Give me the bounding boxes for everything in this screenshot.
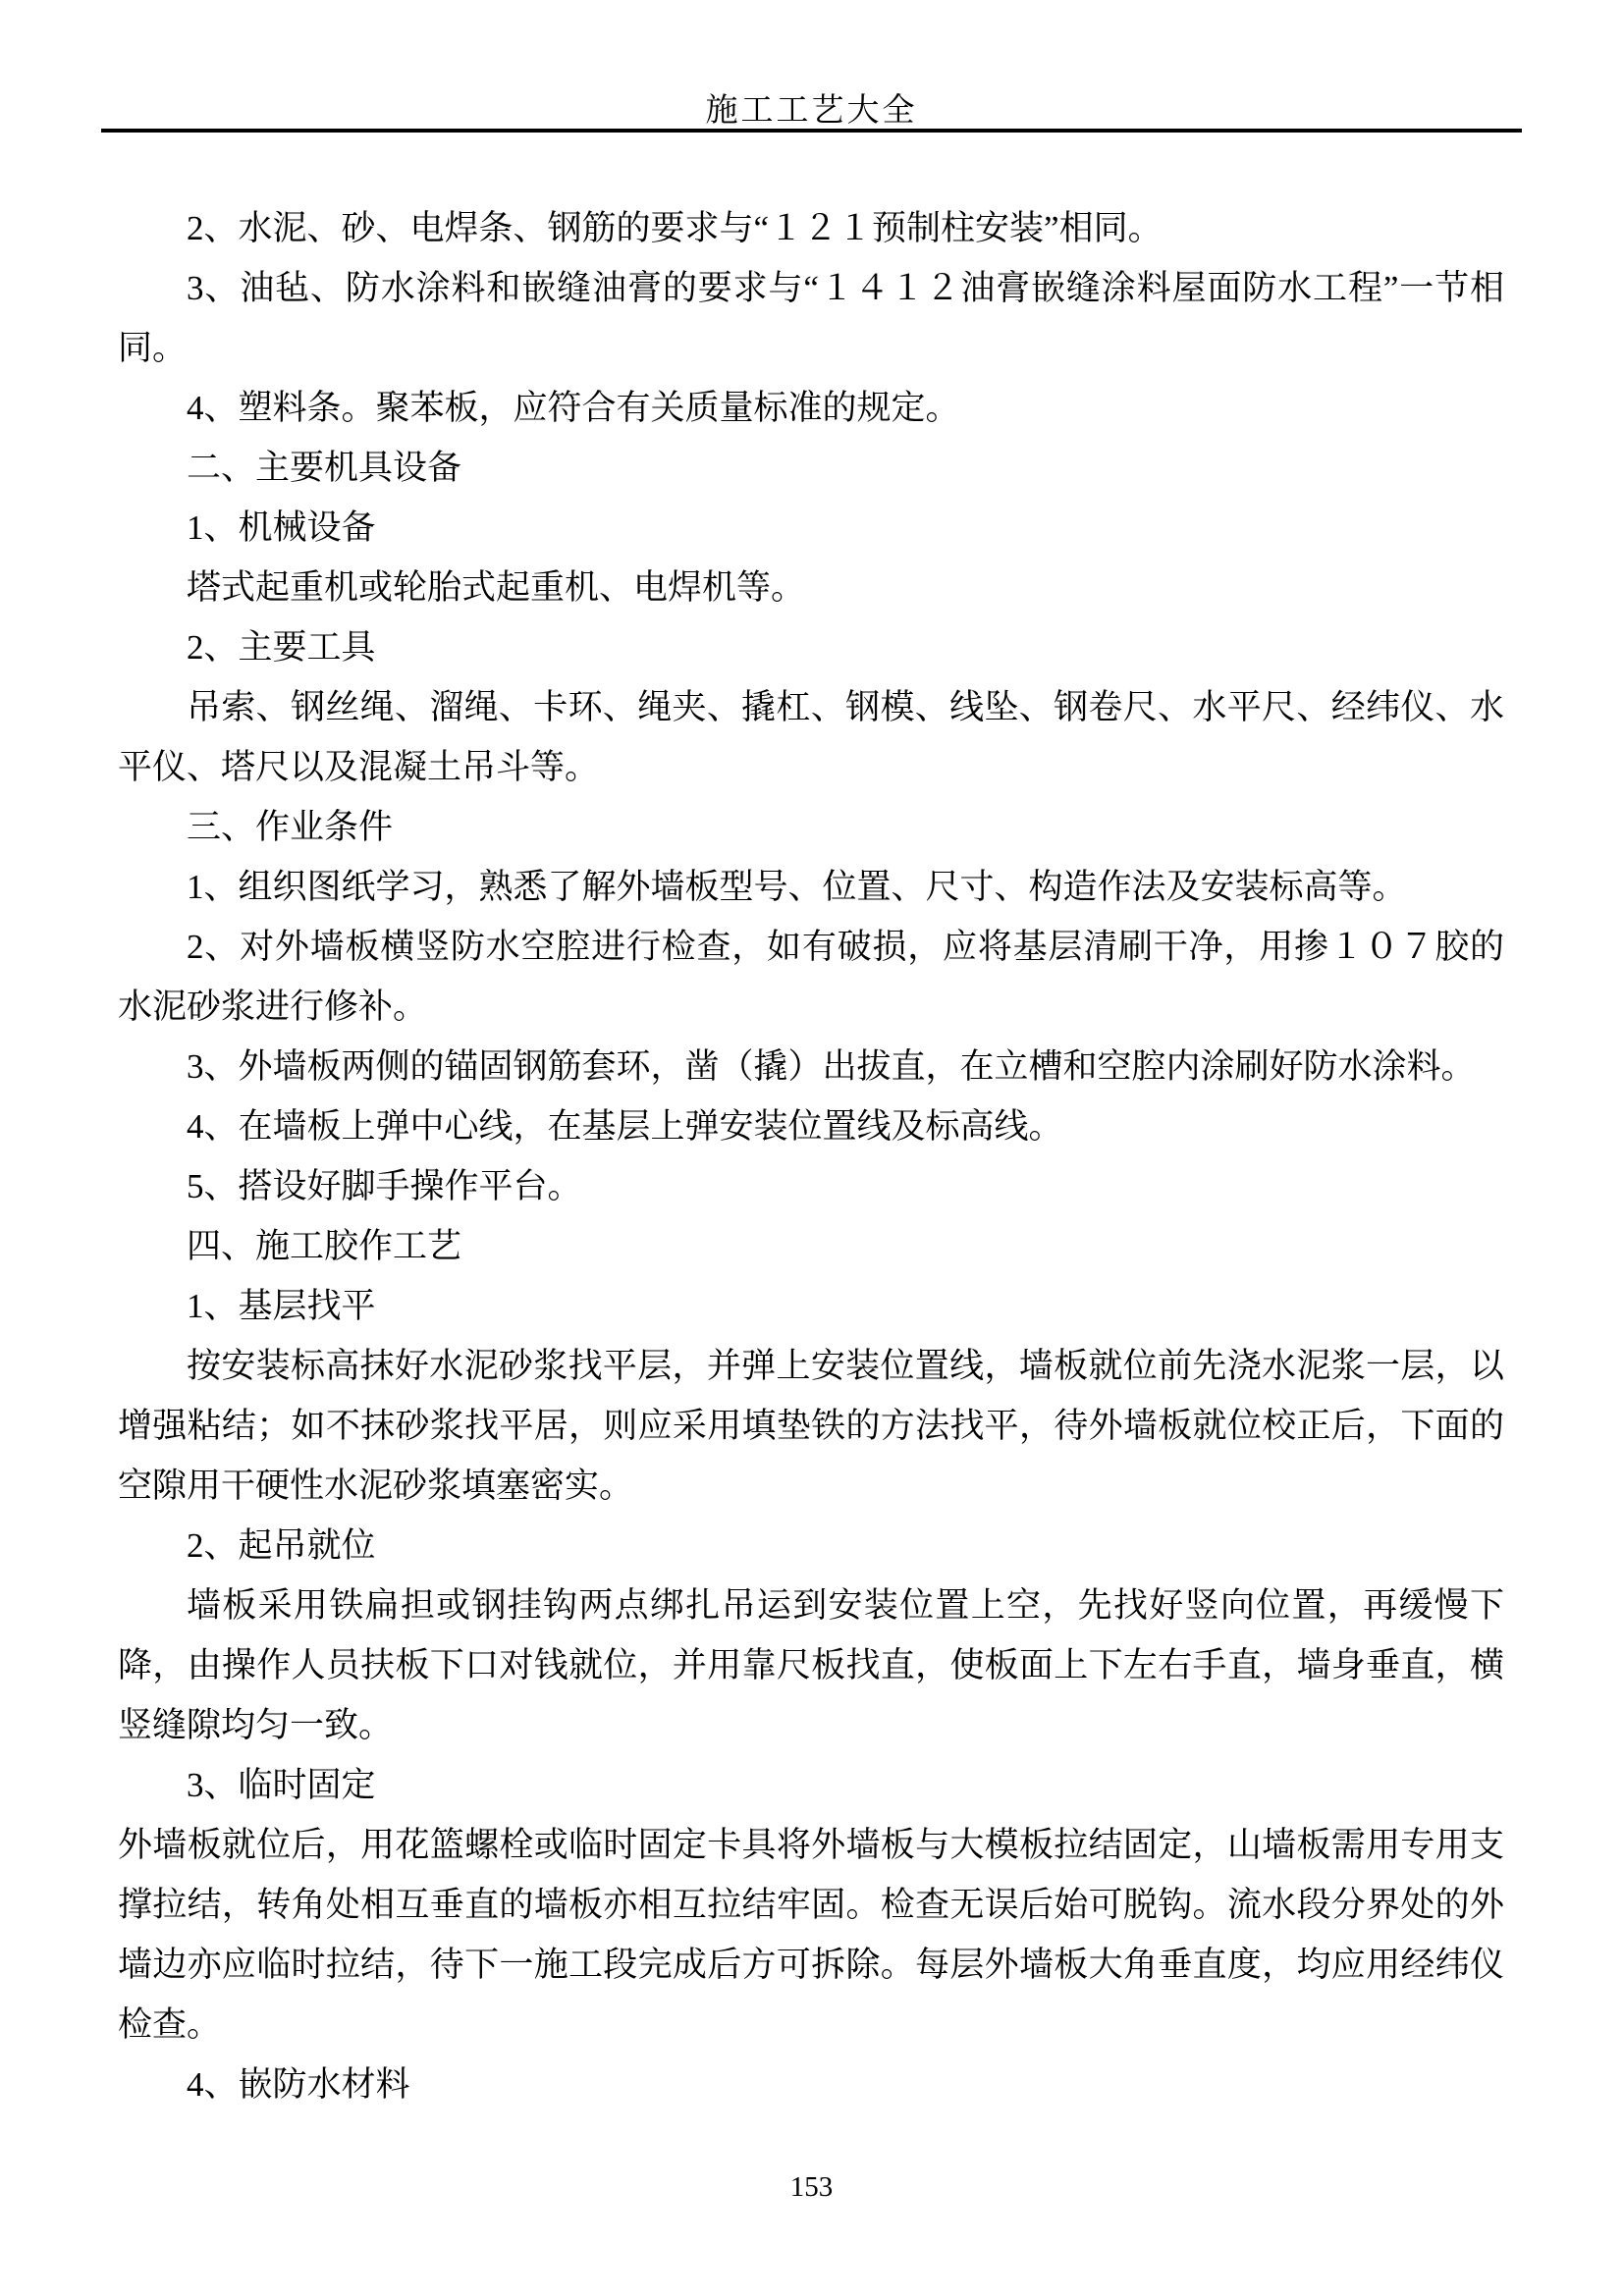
- paragraph: 5、搭设好脚手操作平台。: [187, 1167, 582, 1205]
- paragraph: 二、主要机具设备: [187, 449, 462, 487]
- paragraph: 2、起吊就位: [187, 1526, 376, 1565]
- document-body: [118, 198, 1504, 2114]
- paragraph: 4、在墙板上弹中心线，在基层上弹安装位置线及标高线。: [187, 1107, 1063, 1146]
- paragraph: 2、主要工具: [187, 628, 376, 667]
- paragraph: 3、外墙板两侧的锚固钢筋套环，凿（撬）出拔直，在立槽和空腔内涂刷好防水涂料。: [187, 1047, 1476, 1086]
- paragraph: 4、嵌防水材料: [187, 2065, 410, 2104]
- paragraph: 塔式起重机或轮胎式起重机、电焊机等。: [187, 568, 806, 607]
- header-rule: [101, 129, 1522, 133]
- paragraph: 四、施工胶作工艺: [187, 1227, 462, 1265]
- page-header-title: 施工工艺大全: [705, 93, 918, 129]
- paragraph: 三、作业条件: [187, 808, 394, 846]
- paragraph: 3、临时固定: [187, 1766, 376, 1804]
- paragraph: 1、机械设备: [187, 508, 376, 547]
- paragraph: 2、对外墙板横竖防水空腔进行检查，如有破损，应将基层清刷干净，用掺１０７胶的水泥砂浆进行修补。: [118, 928, 1504, 1026]
- paragraph: 墙板采用铁扁担或钢挂钩两点绑扎吊运到安装位置上空，先找好竖向位置，再缓慢下降，由操作人员扶板下口对钱就位，并用靠尺板找直，使板面上下左右手直，墙身垂直，横竖缝隙均匀一致。: [118, 1586, 1504, 1744]
- paragraph: 吊索、钢丝绳、溜绳、卡环、绳夹、撬杠、钢模、线坠、钢卷尺、水平尺、经纬仪、水平仪、塔尺以及混凝土吊斗等。: [118, 688, 1504, 786]
- paragraph: 1、组织图纸学习，熟悉了解外墙板型号、位置、尺寸、构造作法及安装标高等。: [187, 868, 1407, 906]
- paragraph: 按安装标高抹好水泥砂浆找平层，并弹上安装位置线，墙板就位前先浇水泥浆一层，以增强粘结；如不抹砂浆找平居，则应采用填垫铁的方法找平，待外墙板就位校正后，下面的空隙用干硬性水泥砂浆填塞密实。: [118, 1347, 1504, 1505]
- paragraph: 3、油毡、防水涂料和嵌缝油膏的要求与“１４１２油膏嵌缝涂料屋面防水工程”一节相同。: [118, 269, 1504, 367]
- paragraph: 2、水泥、砂、电焊条、钢筋的要求与“１２１预制柱安装”相同。: [187, 209, 1163, 247]
- paragraph: 1、基层找平: [187, 1287, 376, 1325]
- page-number: 153: [789, 2171, 834, 2203]
- paragraph: 4、塑料条。聚苯板，应符合有关质量标准的规定。: [187, 389, 960, 427]
- paragraph: 外墙板就位后，用花篮螺栓或临时固定卡具将外墙板与大模板拉结固定，山墙板需用专用支撑拉结，转角处相互垂直的墙板亦相互拉结牢固。检查无误后始可脱钩。流水段分界处的外墙边亦应临时拉结，待下一施工段完成后方可拆除。每层外墙板大角垂直度，均应用经纬仪检查。: [118, 1826, 1504, 2044]
